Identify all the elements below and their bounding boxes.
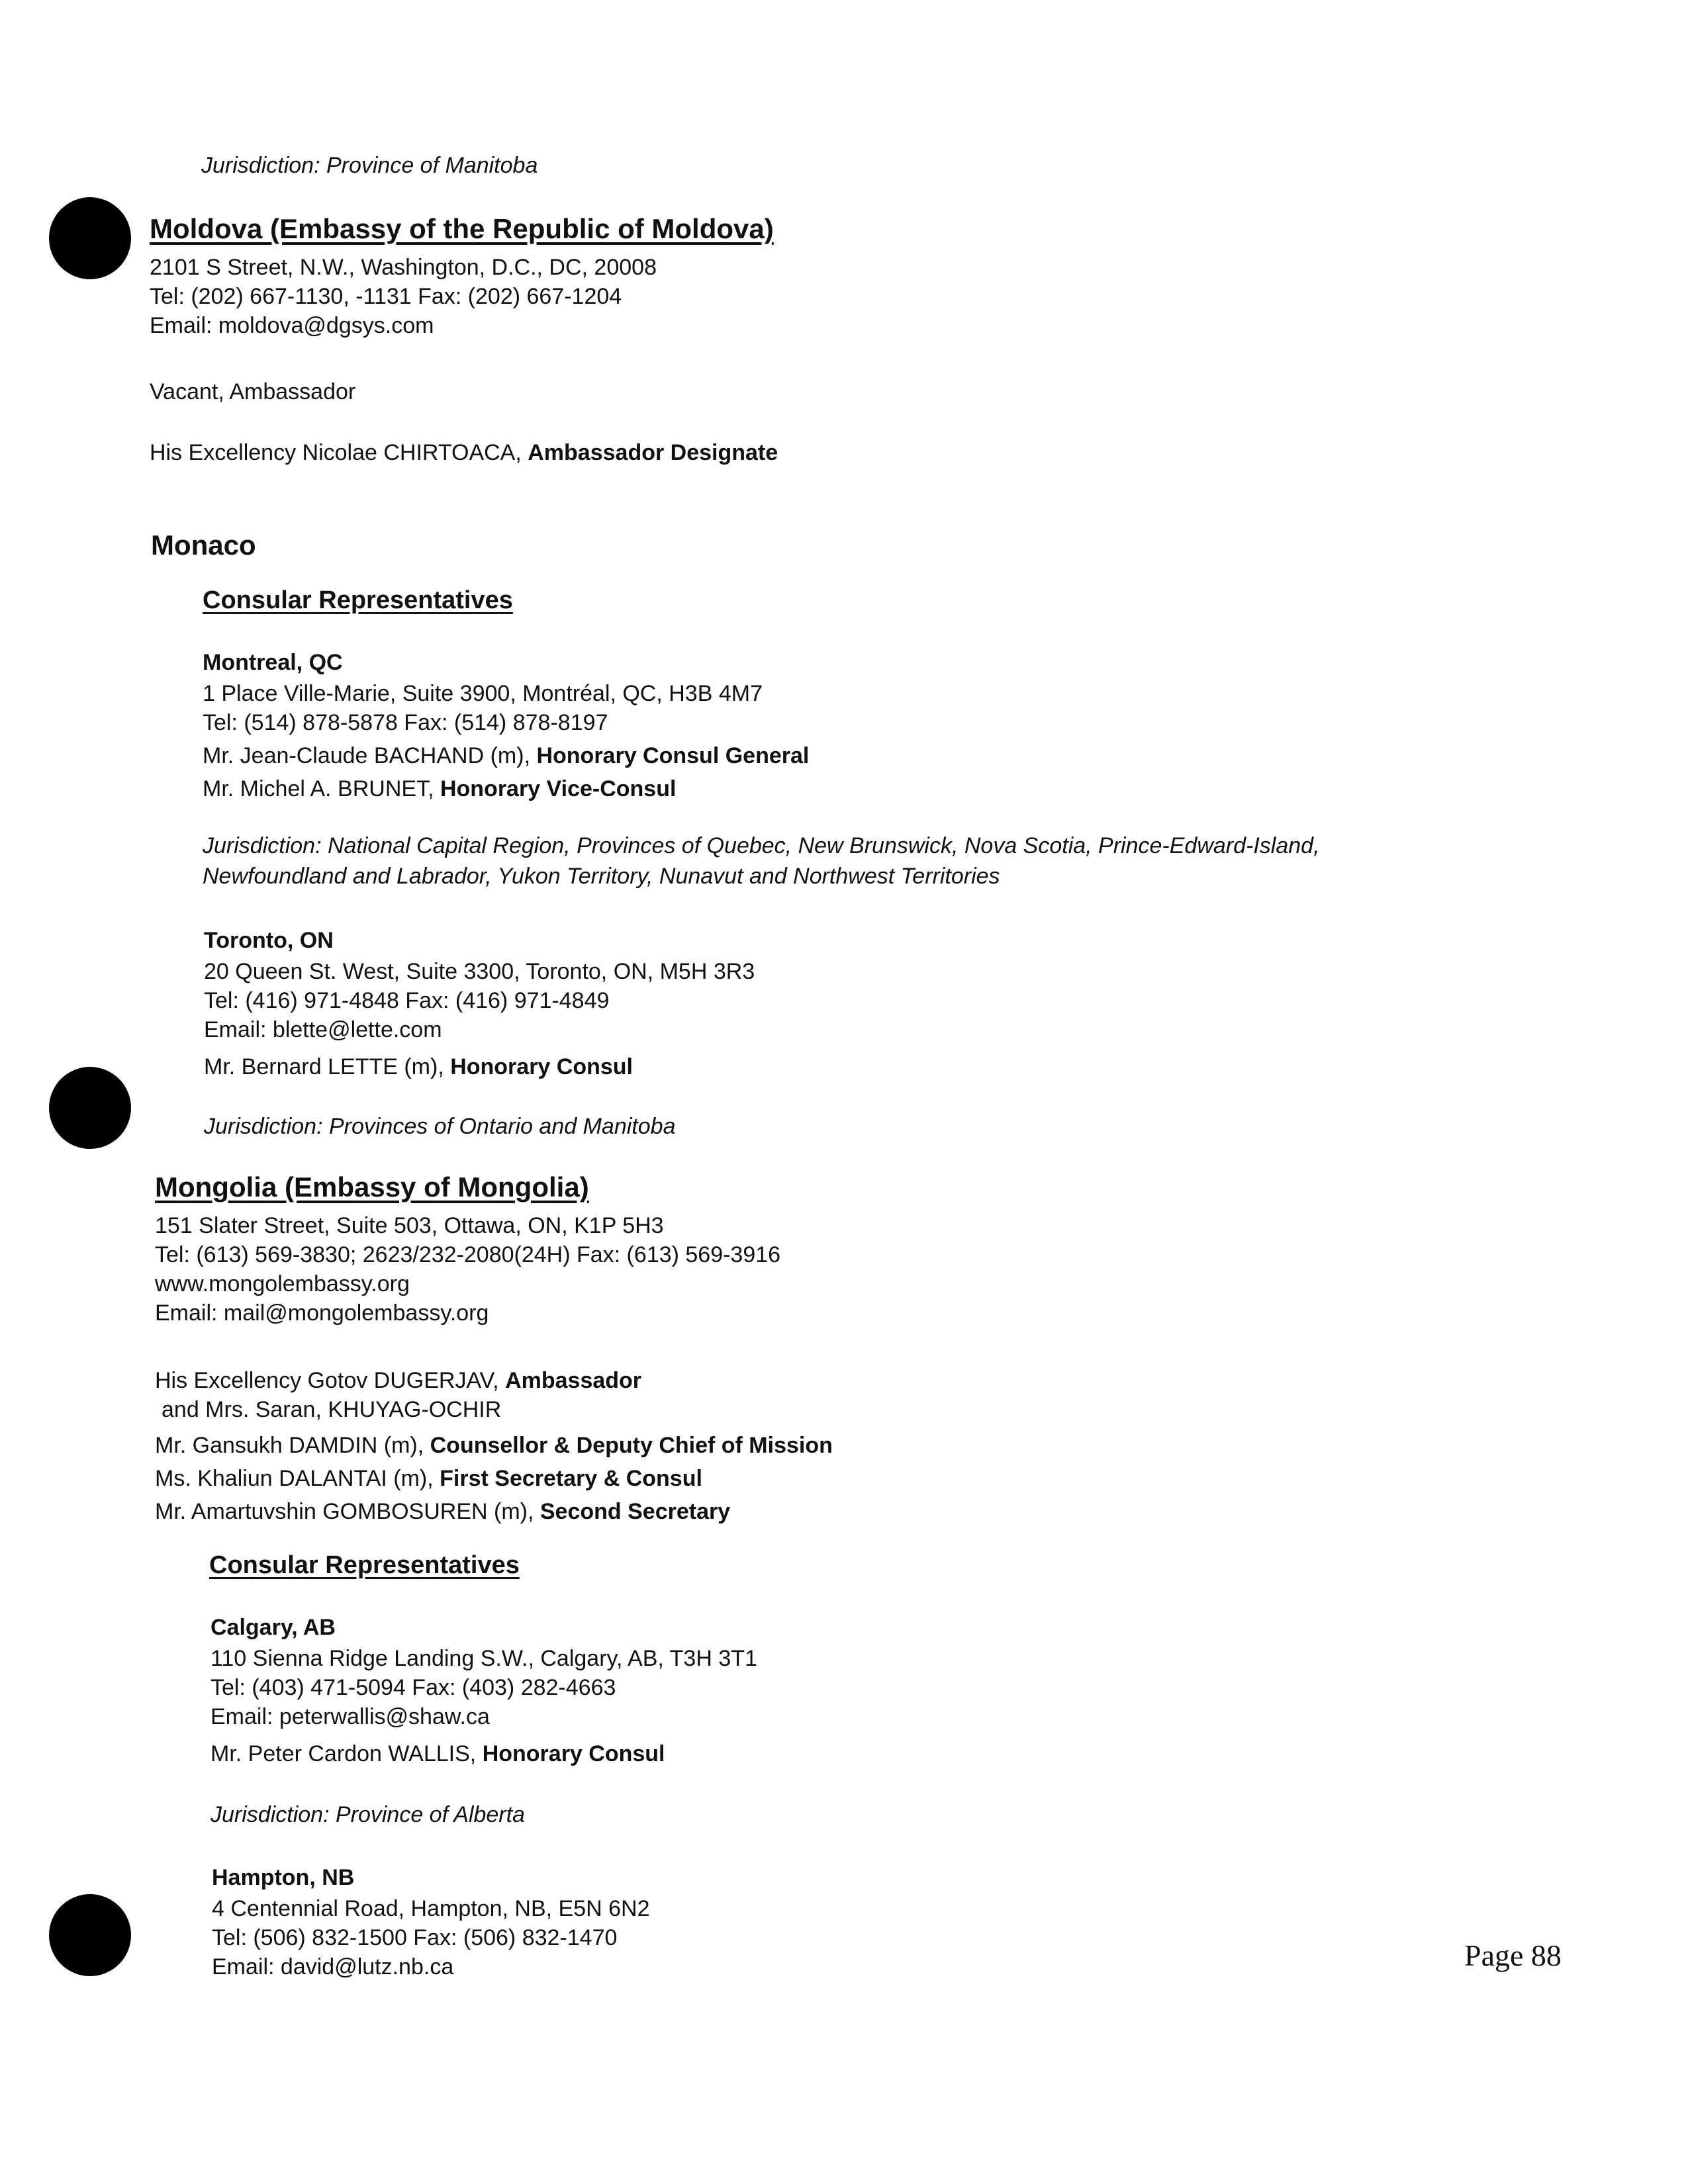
montreal-city: Montreal, QC — [203, 650, 343, 675]
person-name: Mr. Michel A. BRUNET, — [203, 776, 434, 801]
moldova-tel: Tel: (202) 667-1130, -1131 Fax: (202) 667-1204 — [150, 284, 622, 309]
person-name: Mr. Bernard LETTE (m), — [204, 1054, 444, 1079]
person-title: Honorary Vice-Consul — [440, 776, 677, 801]
montreal-jurisdiction-line-1: Jurisdiction: National Capital Region, Provinces of Quebec, New Brunswick, Nova Scotia, Prince-Edward-Island, — [203, 833, 1320, 858]
hampton-tel: Tel: (506) 832-1500 Fax: (506) 832-1470 — [212, 1925, 618, 1950]
moldova-ambassador-designate — [150, 438, 778, 467]
jurisdiction-manitoba: Jurisdiction: Province of Manitoba — [201, 153, 538, 178]
hampton-email: Email: david@lutz.nb.ca — [212, 1954, 454, 1979]
montreal-jurisdiction-line-2: Newfoundland and Labrador, Yukon Territory, Nunavut and Northwest Territories — [203, 864, 1000, 889]
person-title: Honorary Consul — [482, 1741, 665, 1766]
montreal-person-1 — [203, 741, 809, 770]
person-name: His Excellency Gotov DUGERJAV, — [155, 1368, 499, 1393]
calgary-email: Email: peterwallis@shaw.ca — [211, 1704, 490, 1729]
person-name: Mr. Amartuvshin GOMBOSUREN (m), — [155, 1499, 534, 1524]
moldova-address: 2101 S Street, N.W., Washington, D.C., DC, 20008 — [150, 255, 657, 280]
person-title: Honorary Consul General — [536, 743, 810, 768]
binder-hole-middle — [49, 1067, 131, 1149]
person-name: Mr. Peter Cardon WALLIS, — [211, 1741, 477, 1766]
mongolia-staff-2 — [155, 1464, 702, 1493]
toronto-tel: Tel: (416) 971-4848 Fax: (416) 971-4849 — [204, 988, 610, 1013]
person-title: Second Secretary — [539, 1499, 731, 1524]
calgary-person-1 — [211, 1739, 665, 1768]
toronto-person-1 — [204, 1052, 633, 1081]
calgary-tel: Tel: (403) 471-5094 Fax: (403) 282-4663 — [211, 1675, 616, 1700]
person-name: Ms. Khaliun DALANTAI (m), — [155, 1466, 434, 1491]
moldova-heading: Moldova (Embassy of the Republic of Moldova) — [150, 213, 774, 244]
mongolia-address: 151 Slater Street, Suite 503, Ottawa, ON, K1P 5H3 — [155, 1213, 664, 1238]
calgary-jurisdiction: Jurisdiction: Province of Alberta — [211, 1802, 525, 1827]
mongolia-staff-1 — [155, 1431, 833, 1460]
binder-hole-bottom — [49, 1894, 131, 1976]
monaco-heading: Monaco — [151, 529, 256, 561]
moldova-email: Email: moldova@dgsys.com — [150, 313, 434, 338]
mongolia-spouse: and Mrs. Saran, KHUYAG-OCHIR — [162, 1397, 502, 1422]
person-title: Honorary Consul — [450, 1054, 633, 1079]
mongolia-tel: Tel: (613) 569-3830; 2623/232-2080(24H) Fax: (613) 569-3916 — [155, 1242, 781, 1267]
mongolia-website: www.mongolembassy.org — [155, 1271, 410, 1297]
page-number: Page 88 — [1464, 1938, 1562, 1972]
montreal-tel: Tel: (514) 878-5878 Fax: (514) 878-8197 — [203, 710, 608, 735]
mongolia-email: Email: mail@mongolembassy.org — [155, 1300, 489, 1326]
person-name: His Excellency Nicolae CHIRTOACA, — [150, 440, 522, 465]
person-title: Ambassador Designate — [528, 440, 778, 465]
toronto-city: Toronto, ON — [204, 928, 334, 953]
toronto-email: Email: blette@lette.com — [204, 1017, 442, 1042]
monaco-consular-heading: Consular Representatives — [203, 586, 513, 614]
montreal-address: 1 Place Ville-Marie, Suite 3900, Montréal, QC, H3B 4M7 — [203, 681, 763, 706]
person-title: Ambassador — [505, 1368, 642, 1393]
toronto-address: 20 Queen St. West, Suite 3300, Toronto, ON, M5H 3R3 — [204, 959, 755, 984]
hampton-city: Hampton, NB — [212, 1865, 355, 1890]
toronto-jurisdiction: Jurisdiction: Provinces of Ontario and Manitoba — [204, 1114, 676, 1139]
person-title: First Secretary & Consul — [440, 1466, 702, 1491]
hampton-address: 4 Centennial Road, Hampton, NB, E5N 6N2 — [212, 1896, 650, 1921]
person-name: Mr. Gansukh DAMDIN (m), — [155, 1433, 424, 1458]
binder-hole-top — [49, 197, 131, 279]
mongolia-consular-heading: Consular Representatives — [209, 1551, 520, 1579]
calgary-city: Calgary, AB — [211, 1615, 336, 1640]
person-name: Mr. Jean-Claude BACHAND (m), — [203, 743, 531, 768]
moldova-vacant-ambassador: Vacant, Ambassador — [150, 379, 356, 404]
calgary-address: 110 Sienna Ridge Landing S.W., Calgary, AB, T3H 3T1 — [211, 1646, 757, 1671]
mongolia-ambassador — [155, 1366, 641, 1395]
montreal-person-2 — [203, 774, 676, 803]
mongolia-staff-3 — [155, 1497, 730, 1526]
mongolia-heading: Mongolia (Embassy of Mongolia) — [155, 1171, 589, 1203]
person-title: Counsellor & Deputy Chief of Mission — [430, 1433, 833, 1458]
